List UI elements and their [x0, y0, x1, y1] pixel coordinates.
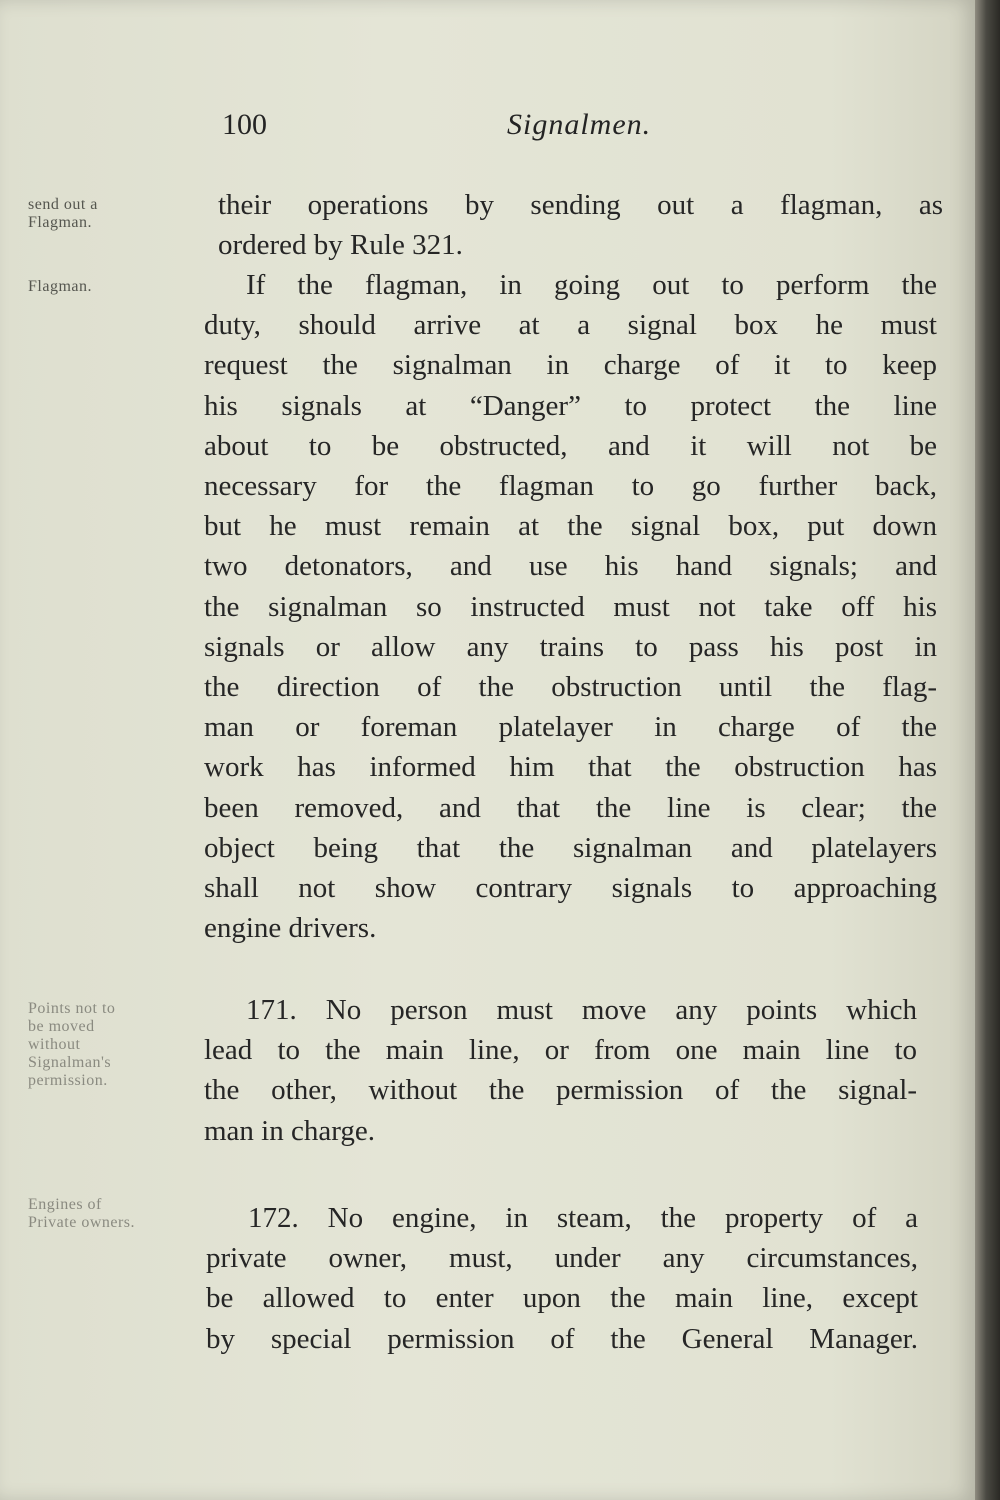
sidenote-line: be moved	[28, 1018, 95, 1035]
sidenote-line: Points not to	[28, 1000, 116, 1017]
text-line: request the signalman in charge of it to keep	[204, 349, 937, 382]
rule-171	[204, 990, 917, 1151]
paragraph-continuation	[218, 185, 943, 265]
text-line: the direction of the obstruction until the flag-	[204, 671, 937, 704]
sidenote-line: without	[28, 1036, 81, 1053]
sidenote-line: Engines of	[28, 1196, 102, 1213]
text-line: two detonators, and use his hand signals; and	[204, 550, 937, 583]
text-line: about to be obstructed, and it will not be	[204, 429, 937, 462]
sidenote-line: Flagman.	[28, 278, 92, 295]
paragraph-flagman	[204, 265, 937, 948]
sidenote-line: permission.	[28, 1072, 108, 1089]
rule-172	[206, 1198, 918, 1359]
text-line: the other, without the permission of the signal-	[204, 1074, 917, 1107]
running-title: Signalmen.	[507, 108, 652, 141]
text-line: been removed, and that the line is clear; the	[204, 791, 937, 824]
text-line: duty, should arrive at a signal box he must	[204, 309, 937, 342]
text-line: necessary for the flagman to go further back,	[204, 470, 937, 503]
text-line: engine drivers.	[204, 912, 377, 945]
sidenote-send-out-flagman	[28, 196, 203, 232]
sidenote-line: Flagman.	[28, 214, 92, 231]
text-line: 172. No engine, in steam, the property of a	[248, 1202, 918, 1234]
text-line: the signalman so instructed must not take off his	[204, 590, 937, 623]
text-line: by special permission of the General Manager.	[206, 1322, 918, 1355]
sidenote-line: Signalman's	[28, 1054, 112, 1071]
sidenote-line: send out a	[28, 196, 98, 213]
sidenote-flagman	[28, 278, 203, 296]
page-edge	[975, 0, 1000, 1500]
text-line: but he must remain at the signal box, put down	[204, 510, 937, 543]
text-line: work has informed him that the obstruction has	[204, 751, 937, 784]
text-line: be allowed to enter upon the main line, except	[206, 1282, 918, 1315]
text-line: 171. No person must move any points which	[246, 994, 917, 1026]
page-number: 100	[222, 108, 267, 141]
page-header	[0, 108, 975, 158]
text-line: their operations by sending out a flagman, as	[218, 189, 943, 221]
text-line: man or foreman platelayer in charge of the	[204, 711, 937, 744]
text-line: his signals at “Danger” to protect the line	[204, 389, 937, 422]
text-line: If the flagman, in going out to perform the	[246, 269, 937, 301]
text-line: man in charge.	[204, 1114, 375, 1147]
text-line: shall not show contrary signals to approaching	[204, 872, 937, 905]
text-line: ordered by Rule 321.	[218, 229, 463, 262]
text-line: private owner, must, under any circumstances,	[206, 1242, 918, 1275]
text-line: lead to the main line, or from one main line to	[204, 1034, 917, 1067]
sidenote-line: Private owners.	[28, 1214, 136, 1231]
text-line: object being that the signalman and platelayers	[204, 831, 937, 864]
text-line: signals or allow any trains to pass his post in	[204, 630, 937, 663]
sidenote-points	[28, 1000, 203, 1090]
sidenote-engines	[28, 1196, 203, 1232]
